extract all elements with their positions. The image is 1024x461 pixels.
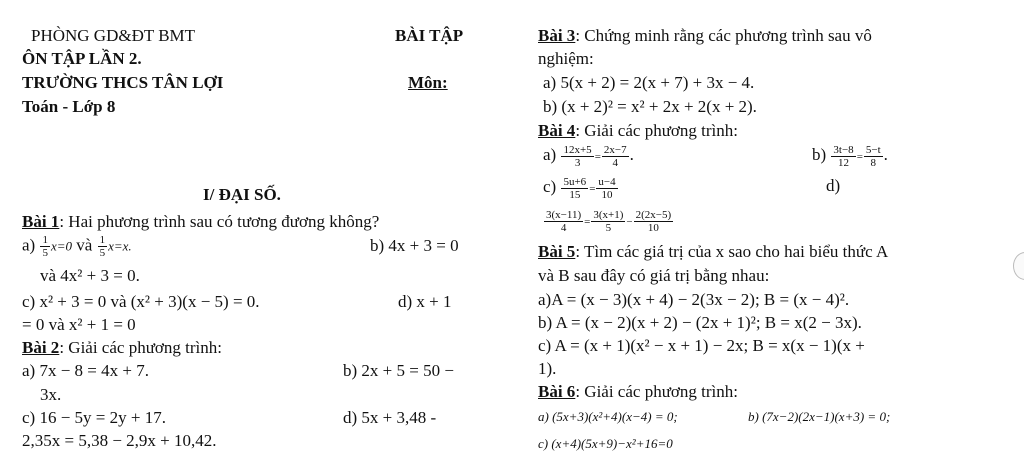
bai5-c-line2: 1). xyxy=(538,359,557,378)
bai1-heading xyxy=(22,212,379,232)
section-title: I/ ĐẠI SỐ. xyxy=(203,185,281,204)
bai2-a: a) 7x − 8 = 4x + 7. xyxy=(22,361,149,380)
bai1-b: b) 4x + 3 = 0 xyxy=(370,236,459,255)
bai6-text: : Giải các phương trình: xyxy=(575,382,738,401)
bai6-heading xyxy=(538,382,738,402)
bai2-heading xyxy=(22,338,222,358)
bai4-a: a) $\frac{12x+5}{3}$ = $\frac{2x-7}{4}$ . xyxy=(543,143,634,169)
bai6-a: a) (5x+3)(x²+4)(x−4) = 0; xyxy=(538,409,678,424)
bai4-heading xyxy=(538,121,738,141)
bai1-a xyxy=(22,234,132,259)
bai1-a-line2: và 4x² + 3 = 0. xyxy=(40,266,140,285)
b1a-eq2: x=x. xyxy=(108,238,132,254)
bai2-b-line2: 3x. xyxy=(40,385,62,404)
bai4-b: b) $\frac{3t-8}{12}$ = $\frac{5-t}{8}$ . xyxy=(812,143,888,169)
b1a-and: và xyxy=(76,235,93,255)
bai3-title: Bài 3 xyxy=(538,26,576,45)
b1a-eq1: x=0 xyxy=(50,238,73,254)
subject-label: Môn: xyxy=(408,73,448,92)
bai1-title: Bài 1 xyxy=(22,212,60,231)
bai2-c: c) 16 − 5y = 2y + 17. xyxy=(22,408,166,427)
bai5-text: : Tìm các giá trị của x sao cho hai biểu thức A xyxy=(575,242,889,261)
b1a-prefix: a) xyxy=(22,235,36,255)
grade-label: Toán - Lớp 8 xyxy=(22,97,116,116)
doc-title: BÀI TẬP xyxy=(395,26,464,45)
bai6-b: b) (7x−2)(2x−1)(x+3) = 0; xyxy=(748,409,891,424)
bai1-d-line2: = 0 và x² + 1 = 0 xyxy=(22,315,136,334)
bai2-text: : Giải các phương trình: xyxy=(59,338,222,357)
bai3-heading xyxy=(538,26,872,46)
bai2-title: Bài 2 xyxy=(22,338,60,357)
bai4-c: c) $\frac{5u+6}{15}$ = $\frac{u-4}{10}$ xyxy=(543,175,616,201)
bai4-d: $\frac{3(x-11)}{4}$ = $\frac{3(x+1)}{5}$ − $\frac{2(2x-5)}{10}$ xyxy=(546,208,672,234)
review-label: ÔN TẬP LẦN 2. xyxy=(22,49,142,68)
bai1-text: : Hai phương trình sau có tương đương không? xyxy=(59,212,380,231)
b1a-frac1: $\frac{1}{5}$ xyxy=(42,234,48,259)
bai5-heading xyxy=(538,242,888,262)
bai1-d: d) x + 1 xyxy=(398,292,452,311)
bai4-text: : Giải các phương trình: xyxy=(575,121,738,140)
bai3-a: a) 5(x + 2) = 2(x + 7) + 3x − 4. xyxy=(543,73,755,92)
bai6-c: c) (x+4)(5x+9)−x²+16=0 xyxy=(538,436,673,451)
bai6-title: Bài 6 xyxy=(538,382,576,401)
bai3-text: : Chứng minh rằng các phương trình sau vô xyxy=(575,26,872,45)
bai5-title: Bài 5 xyxy=(538,242,576,261)
bai1-c: c) x² + 3 = 0 và (x² + 3)(x − 5) = 0. xyxy=(22,292,260,311)
bai5-text2: và B sau đây có giá trị bằng nhau: xyxy=(538,266,770,285)
bai3-b: b) (x + 2)² = x² + 2x + 2(x + 2). xyxy=(543,97,757,116)
dept-name: PHÒNG GD&ĐT BMT xyxy=(31,26,196,45)
bai3-text2: nghiệm: xyxy=(538,49,594,68)
bai2-b: b) 2x + 5 = 50 − xyxy=(343,361,454,380)
school-name: TRƯỜNG THCS TÂN LỢI xyxy=(22,73,224,92)
bai5-c: c) A = (x + 1)(x² − x + 1) − 2x; B = x(x − 1)(x + xyxy=(538,336,865,355)
b1a-frac2: $\frac{1}{5}$ xyxy=(99,234,106,259)
scroll-handle[interactable] xyxy=(1013,252,1024,280)
bai2-d: d) 5x + 3,48 - xyxy=(343,408,437,427)
bai5-a: a)A = (x − 3)(x + 4) − 2(3x − 2); B = (x − 4)². xyxy=(538,290,850,309)
bai2-d-line2: 2,35x = 5,38 − 2,9x + 10,42. xyxy=(22,431,217,450)
bai4-d-prefix: d) xyxy=(826,176,841,195)
bai5-b: b) A = (x − 2)(x + 2) − (2x + 1)²; B = x(2 − 3x). xyxy=(538,313,862,332)
bai4-title: Bài 4 xyxy=(538,121,576,140)
